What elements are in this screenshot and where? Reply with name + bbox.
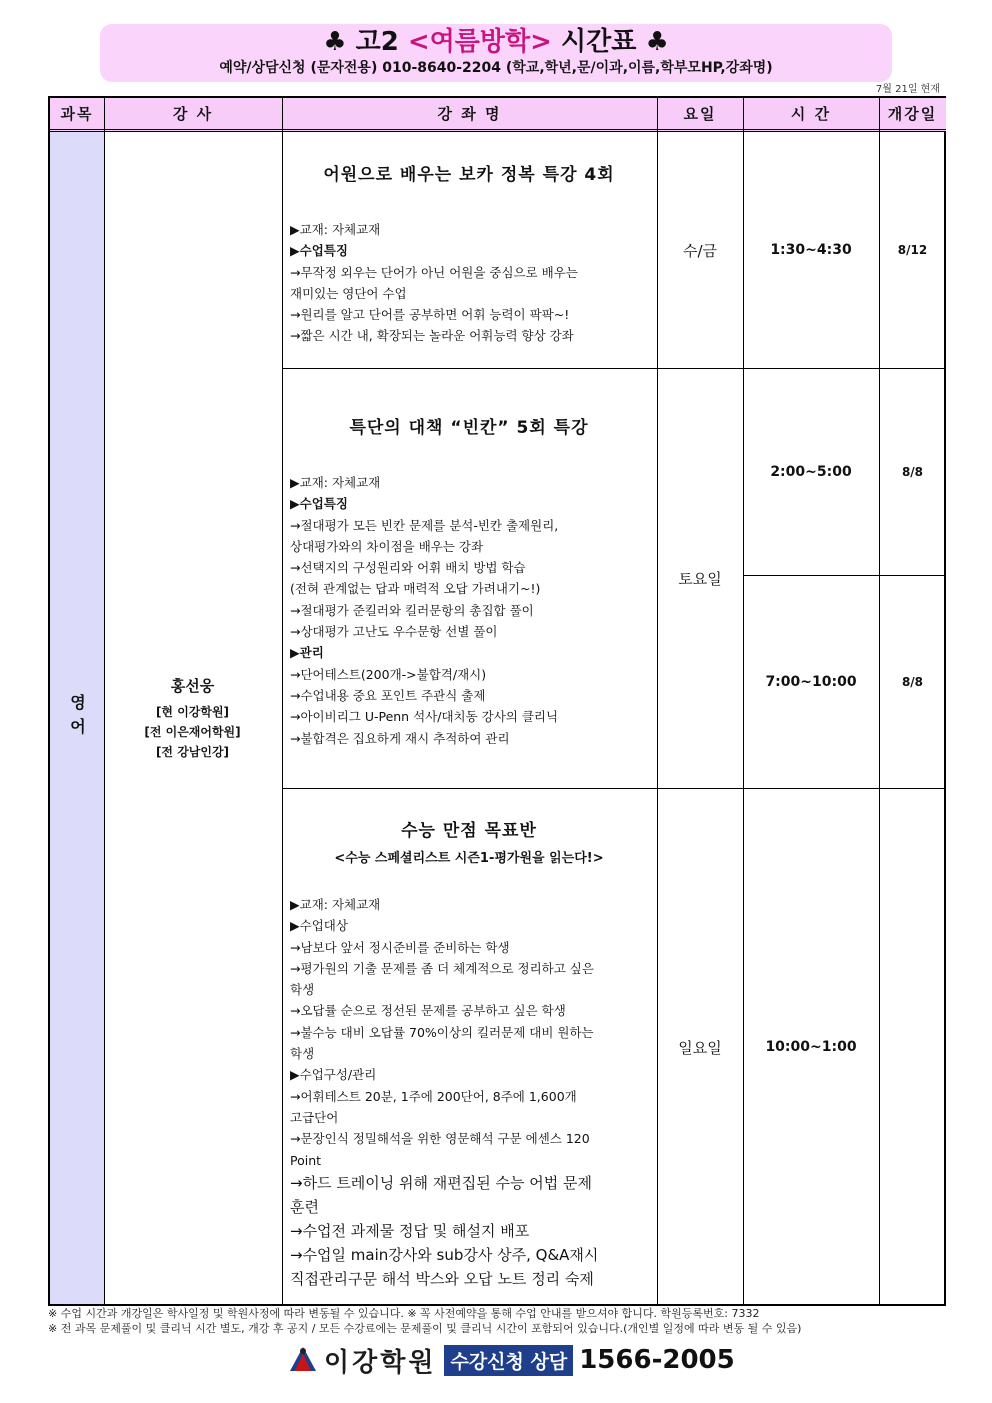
header-teacher: 강 사 <box>104 98 282 132</box>
footnote: ※ 전 과목 문제풀이 및 클리닉 시간 별도, 개강 후 공지 / 모든 수강료에는 문제풀이 및 클리닉 시간이 포함되어 있습니다.(개인별 일정에 따라 변동 될 수 있음) <box>48 1322 802 1335</box>
teacher-cell <box>104 132 281 1304</box>
course-time: 2:00~5:00 <box>770 463 852 480</box>
course-line: ▶관리 <box>290 645 324 661</box>
course-day: 일요일 <box>678 1038 722 1057</box>
header-course: 강 좌 명 <box>282 98 657 132</box>
course-day: 토요일 <box>678 569 722 588</box>
course-line: 상대평가와의 차이점을 배우는 강좌 <box>290 538 484 554</box>
teacher-name: 홍선웅 <box>170 676 215 695</box>
course-line: 고급단어 <box>290 1109 339 1125</box>
club-icon: ♣ <box>323 27 347 57</box>
course-line: →하드 트레이닝 위해 재편집된 수능 어법 문제 <box>290 1173 592 1192</box>
as-of-date: 7월 21일 현재 <box>875 84 940 95</box>
course-line: →오답률 순으로 정선된 문제를 공부하고 싶은 학생 <box>290 1003 566 1019</box>
course-line: Point <box>290 1152 322 1168</box>
course-line: →문장인식 정밀해석을 위한 영문해석 구문 에센스 120 <box>290 1131 590 1147</box>
title-banner <box>100 24 892 82</box>
course-line: 학생 <box>290 1046 315 1062</box>
page-title <box>100 24 892 58</box>
course-line: →원리를 알고 단어를 공부하면 어휘 능력이 팍팍~! <box>290 307 570 323</box>
course-line: →절대평가 준킬러와 킬러문항의 총집합 풀이 <box>290 602 534 618</box>
teacher-credential: [현 이강학원] <box>155 704 230 719</box>
teacher-credential: [전 강남인강] <box>155 744 230 759</box>
course-start-date: 8/8 <box>901 464 924 479</box>
course-line: 학생 <box>290 982 315 998</box>
course-day: 수/금 <box>682 241 718 260</box>
course-line: 훈련 <box>290 1197 319 1216</box>
course-time: 7:00~10:00 <box>765 673 857 690</box>
course-description <box>290 472 648 749</box>
enroll-consult-label: 수강신청 상담 <box>444 1345 573 1376</box>
course-line: 직접관리구문 해석 박스와 오답 노트 정리 숙제 <box>290 1269 594 1288</box>
header-day: 요일 <box>657 98 743 132</box>
course-description <box>290 219 648 347</box>
academy-logo-icon <box>288 1345 318 1375</box>
course-line: →단어테스트(200개->불합격/재시) <box>290 666 487 682</box>
course-description <box>290 894 648 1291</box>
course-line: →불수능 대비 오답률 70%이상의 킬러문제 대비 원하는 <box>290 1024 594 1040</box>
academy-phone: 1566-2005 <box>579 1345 735 1375</box>
course-subtitle: <수능 스페셜리스트 시즌1-평가원을 읽는다!> <box>334 851 604 866</box>
grade-label: 고2 <box>355 27 399 57</box>
course-line: →평가원의 기출 문제를 좀 더 체계적으로 정리하고 싶은 <box>290 960 594 976</box>
season-label: <여름방학> <box>407 27 552 57</box>
course-time: 10:00~1:00 <box>765 1039 857 1055</box>
course-line: →어휘테스트 20분, 1주에 200단어, 8주에 1,600개 <box>290 1088 577 1104</box>
course-line: →상대평가 고난도 우수문항 선별 풀이 <box>290 624 498 640</box>
header-time: 시 간 <box>743 98 879 132</box>
header-start: 개강일 <box>879 98 946 132</box>
course-title: 수능 만점 목표반 <box>401 821 537 841</box>
course-start-date: 8/8 <box>901 674 924 689</box>
course-start-date: 8/12 <box>897 243 928 257</box>
subject-cell: 영어 <box>50 132 104 1304</box>
course-line: →수업일 main강사와 sub강사 상주, Q&A재시 <box>290 1245 599 1264</box>
course-cell <box>282 413 656 749</box>
timetable-label: 시간표 <box>561 27 637 57</box>
course-line: →남보다 앞서 정시준비를 준비하는 학생 <box>290 939 510 955</box>
course-time: 1:30~4:30 <box>770 242 852 258</box>
course-line: →선택지의 구성원리와 어휘 배치 방법 학습 <box>290 560 526 576</box>
course-line: ▶수업특징 <box>290 243 348 259</box>
teacher-credential: [전 이은재어학원] <box>144 724 241 739</box>
footnotes <box>48 1306 801 1336</box>
footnote: ※ 수업 시간과 개강일은 학사일정 및 학원사정에 따라 변동될 수 있습니다. ※ 꼭 사전예약을 통해 수업 안내를 받으셔야 합니다. 학원등록번호: 7332 <box>48 1307 760 1320</box>
course-title: 어원으로 배우는 보카 정복 특강 4회 <box>323 165 615 185</box>
course-line: ▶교재: 자체교재 <box>290 897 381 912</box>
course-cell <box>282 160 656 347</box>
course-line: ▶교재: 자체교재 <box>290 222 381 237</box>
course-line: →수업전 과제물 정답 및 해설지 배포 <box>290 1221 530 1240</box>
course-line: ▶수업구성/관리 <box>290 1067 377 1083</box>
course-line: →불합격은 집요하게 재시 추적하여 관리 <box>290 730 510 746</box>
header-subject: 과목 <box>50 98 104 132</box>
course-line: →절대평가 모든 빈칸 문제를 분석-빈칸 출제원리, <box>290 517 559 533</box>
course-title: 특단의 대책 “빈칸” 5회 특강 <box>349 418 589 438</box>
course-line: →무작정 외우는 단어가 아닌 어원을 중심으로 배우는 <box>290 264 578 280</box>
course-line: ▶수업특징 <box>290 496 348 512</box>
course-line: ▶교재: 자체교재 <box>290 475 381 490</box>
course-line: →수업내용 중요 포인트 주관식 출제 <box>290 687 486 703</box>
course-line: 재미있는 영단어 수업 <box>290 285 407 301</box>
club-icon: ♣ <box>645 27 669 57</box>
course-line: ▶수업대상 <box>290 918 348 934</box>
course-cell <box>282 816 656 1291</box>
course-start-date <box>879 788 946 1306</box>
course-line: →짧은 시간 내, 확장되는 놀라운 어휘능력 향상 강좌 <box>290 328 574 344</box>
course-line: (전혀 관계없는 답과 매력적 오답 가려내기~!) <box>290 581 541 597</box>
course-line: →아이비리그 U-Penn 석사/대치동 강사의 클리닉 <box>290 709 559 725</box>
academy-footer <box>288 1340 735 1380</box>
contact-subtitle: 예약/상담신청 (문자전용) 010-8640-2204 (학교,학년,문/이과,이름,학부모HP,강좌명) <box>219 60 773 76</box>
timetable <box>48 96 946 1306</box>
academy-name: 이강학원 <box>324 1347 437 1378</box>
